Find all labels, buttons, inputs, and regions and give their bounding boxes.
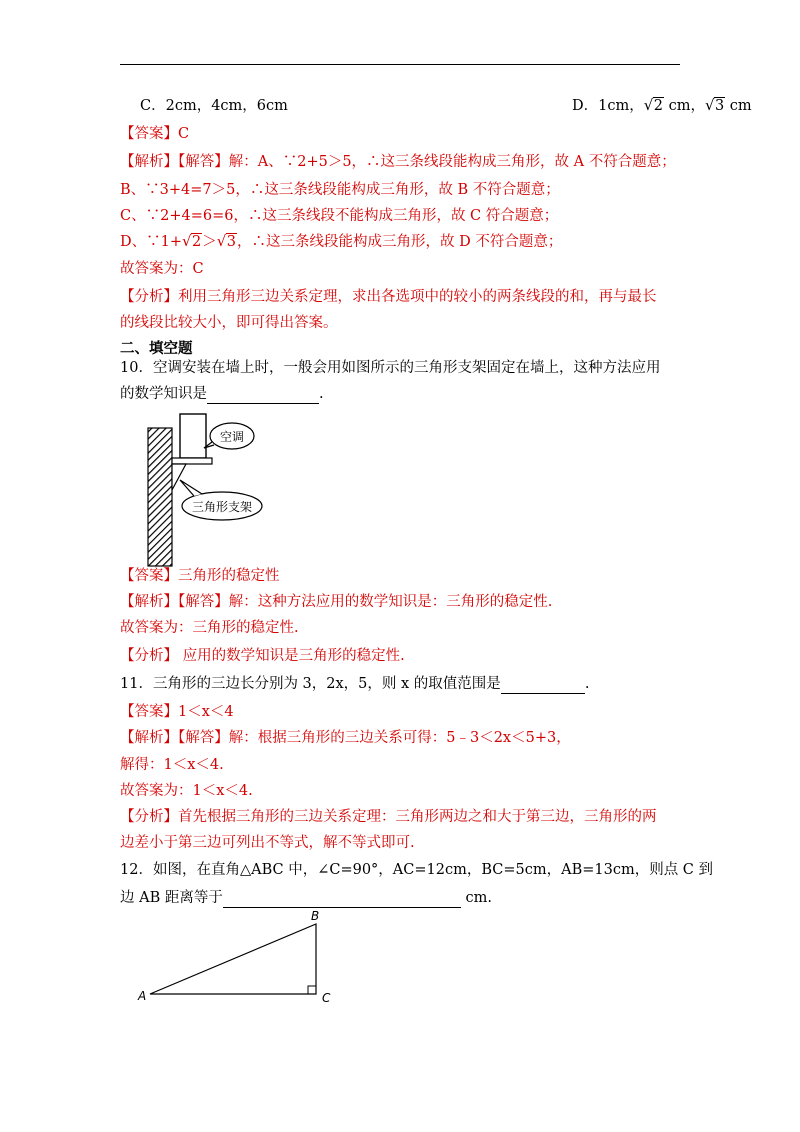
label-triangle-bracket: 三角形支架	[191, 500, 253, 514]
q11-answer: 【答案】1＜x＜4	[120, 704, 234, 720]
q10-conclusion: 故答案为：三角形的稳定性.	[120, 620, 299, 636]
q9-analysis-conclusion: 故答案为：C	[120, 261, 204, 277]
answer-blank	[501, 679, 585, 694]
air-conditioner-box	[180, 414, 206, 458]
air-conditioner-bracket-figure	[146, 412, 266, 568]
q9-answer: 【答案】C	[120, 126, 190, 142]
right-triangle-figure	[130, 906, 350, 1010]
vertex-label-b: B	[311, 909, 320, 923]
callout-pointer-bracket	[180, 480, 202, 496]
q11-fenxi-line1: 【分析】首先根据三角形的三边关系定理：三角形两边之和大于第三边，三角形的两	[120, 809, 657, 825]
q10-fenxi: 【分析】 应用的数学知识是三角形的稳定性.	[120, 648, 405, 664]
vertex-label-c: C	[322, 991, 331, 1005]
q9-analysis-line2: B、∵3+4=7＞5，∴这三条线段能构成三角形，故 B 不符合题意；	[120, 182, 560, 198]
q11-conclusion: 故答案为：1＜x＜4.	[120, 783, 253, 799]
q9-option-d: D．1cm，√ 2 cm，√ 3 cm	[572, 96, 752, 116]
q12-question-line2: 边 AB 距离等于 cm.	[120, 890, 492, 906]
q12-question-line1: 12．如图，在直角△ABC 中，∠C=90°，AC=12cm，BC=5cm，AB=13cm，则点 C 到	[120, 862, 714, 878]
q9-analysis-line3: C、∵2+4=6=6，∴这三条线段不能构成三角形，故 C 符合题意；	[120, 208, 559, 224]
q11-question: 11．三角形的三边长分别为 3，2x，5，则 x 的取值范围是 .	[120, 676, 590, 692]
wall-shape	[148, 428, 172, 566]
header-rule	[120, 64, 680, 65]
label-air-conditioner: 空调	[219, 430, 245, 444]
vertex-label-a: A	[138, 989, 147, 1003]
q9-analysis-line1: 【解析】【解答】解：A、∵2+5＞5，∴这三条线段能构成三角形，故 A 不符合题意；	[120, 154, 676, 170]
triangle-bracket	[172, 464, 186, 490]
q11-jiexi: 【解析】【解答】解：根据三角形的三边关系可得：5﹣3＜2x＜5+3，	[120, 730, 571, 746]
q11-fenxi-line2: 边差小于第三边可列出不等式，解不等式即可.	[120, 835, 415, 851]
q10-question-line1: 10．空调安装在墙上时，一般会用如图所示的三角形支架固定在墙上，这种方法应用	[120, 360, 661, 376]
q10-question-line2: 的数学知识是 .	[120, 386, 324, 402]
right-angle-marker	[308, 986, 316, 994]
answer-blank	[207, 389, 319, 404]
q9-fenxi-line1: 【分析】利用三角形三边关系定理，求出各选项中的较小的两条线段的和，再与最长	[120, 289, 657, 305]
q10-answer: 【答案】三角形的稳定性	[120, 568, 280, 584]
sqrt-symbol: √ 3	[217, 232, 237, 252]
q11-solution: 解得：1＜x＜4.	[120, 757, 224, 773]
triangle-abc	[150, 924, 316, 994]
q9-fenxi-line2: 的线段比较大小，即可得出答案。	[120, 315, 338, 331]
q9-analysis-line4: D、∵1+√ 2＞√ 3，∴这三条线段能构成三角形，故 D 不符合题意；	[120, 232, 680, 252]
sqrt-symbol: √ 3	[705, 96, 725, 116]
bracket-shelf	[172, 458, 212, 464]
q10-jiexi: 【解析】【解答】解：这种方法应用的数学知识是：三角形的稳定性.	[120, 594, 553, 610]
q9-options-row	[120, 96, 752, 116]
q9-option-c: C．2cm，4cm，6cm	[140, 98, 288, 114]
sqrt-symbol: √ 2	[182, 232, 202, 252]
sqrt-symbol: √ 2	[644, 96, 664, 116]
section-title: 二、填空题	[120, 341, 193, 357]
